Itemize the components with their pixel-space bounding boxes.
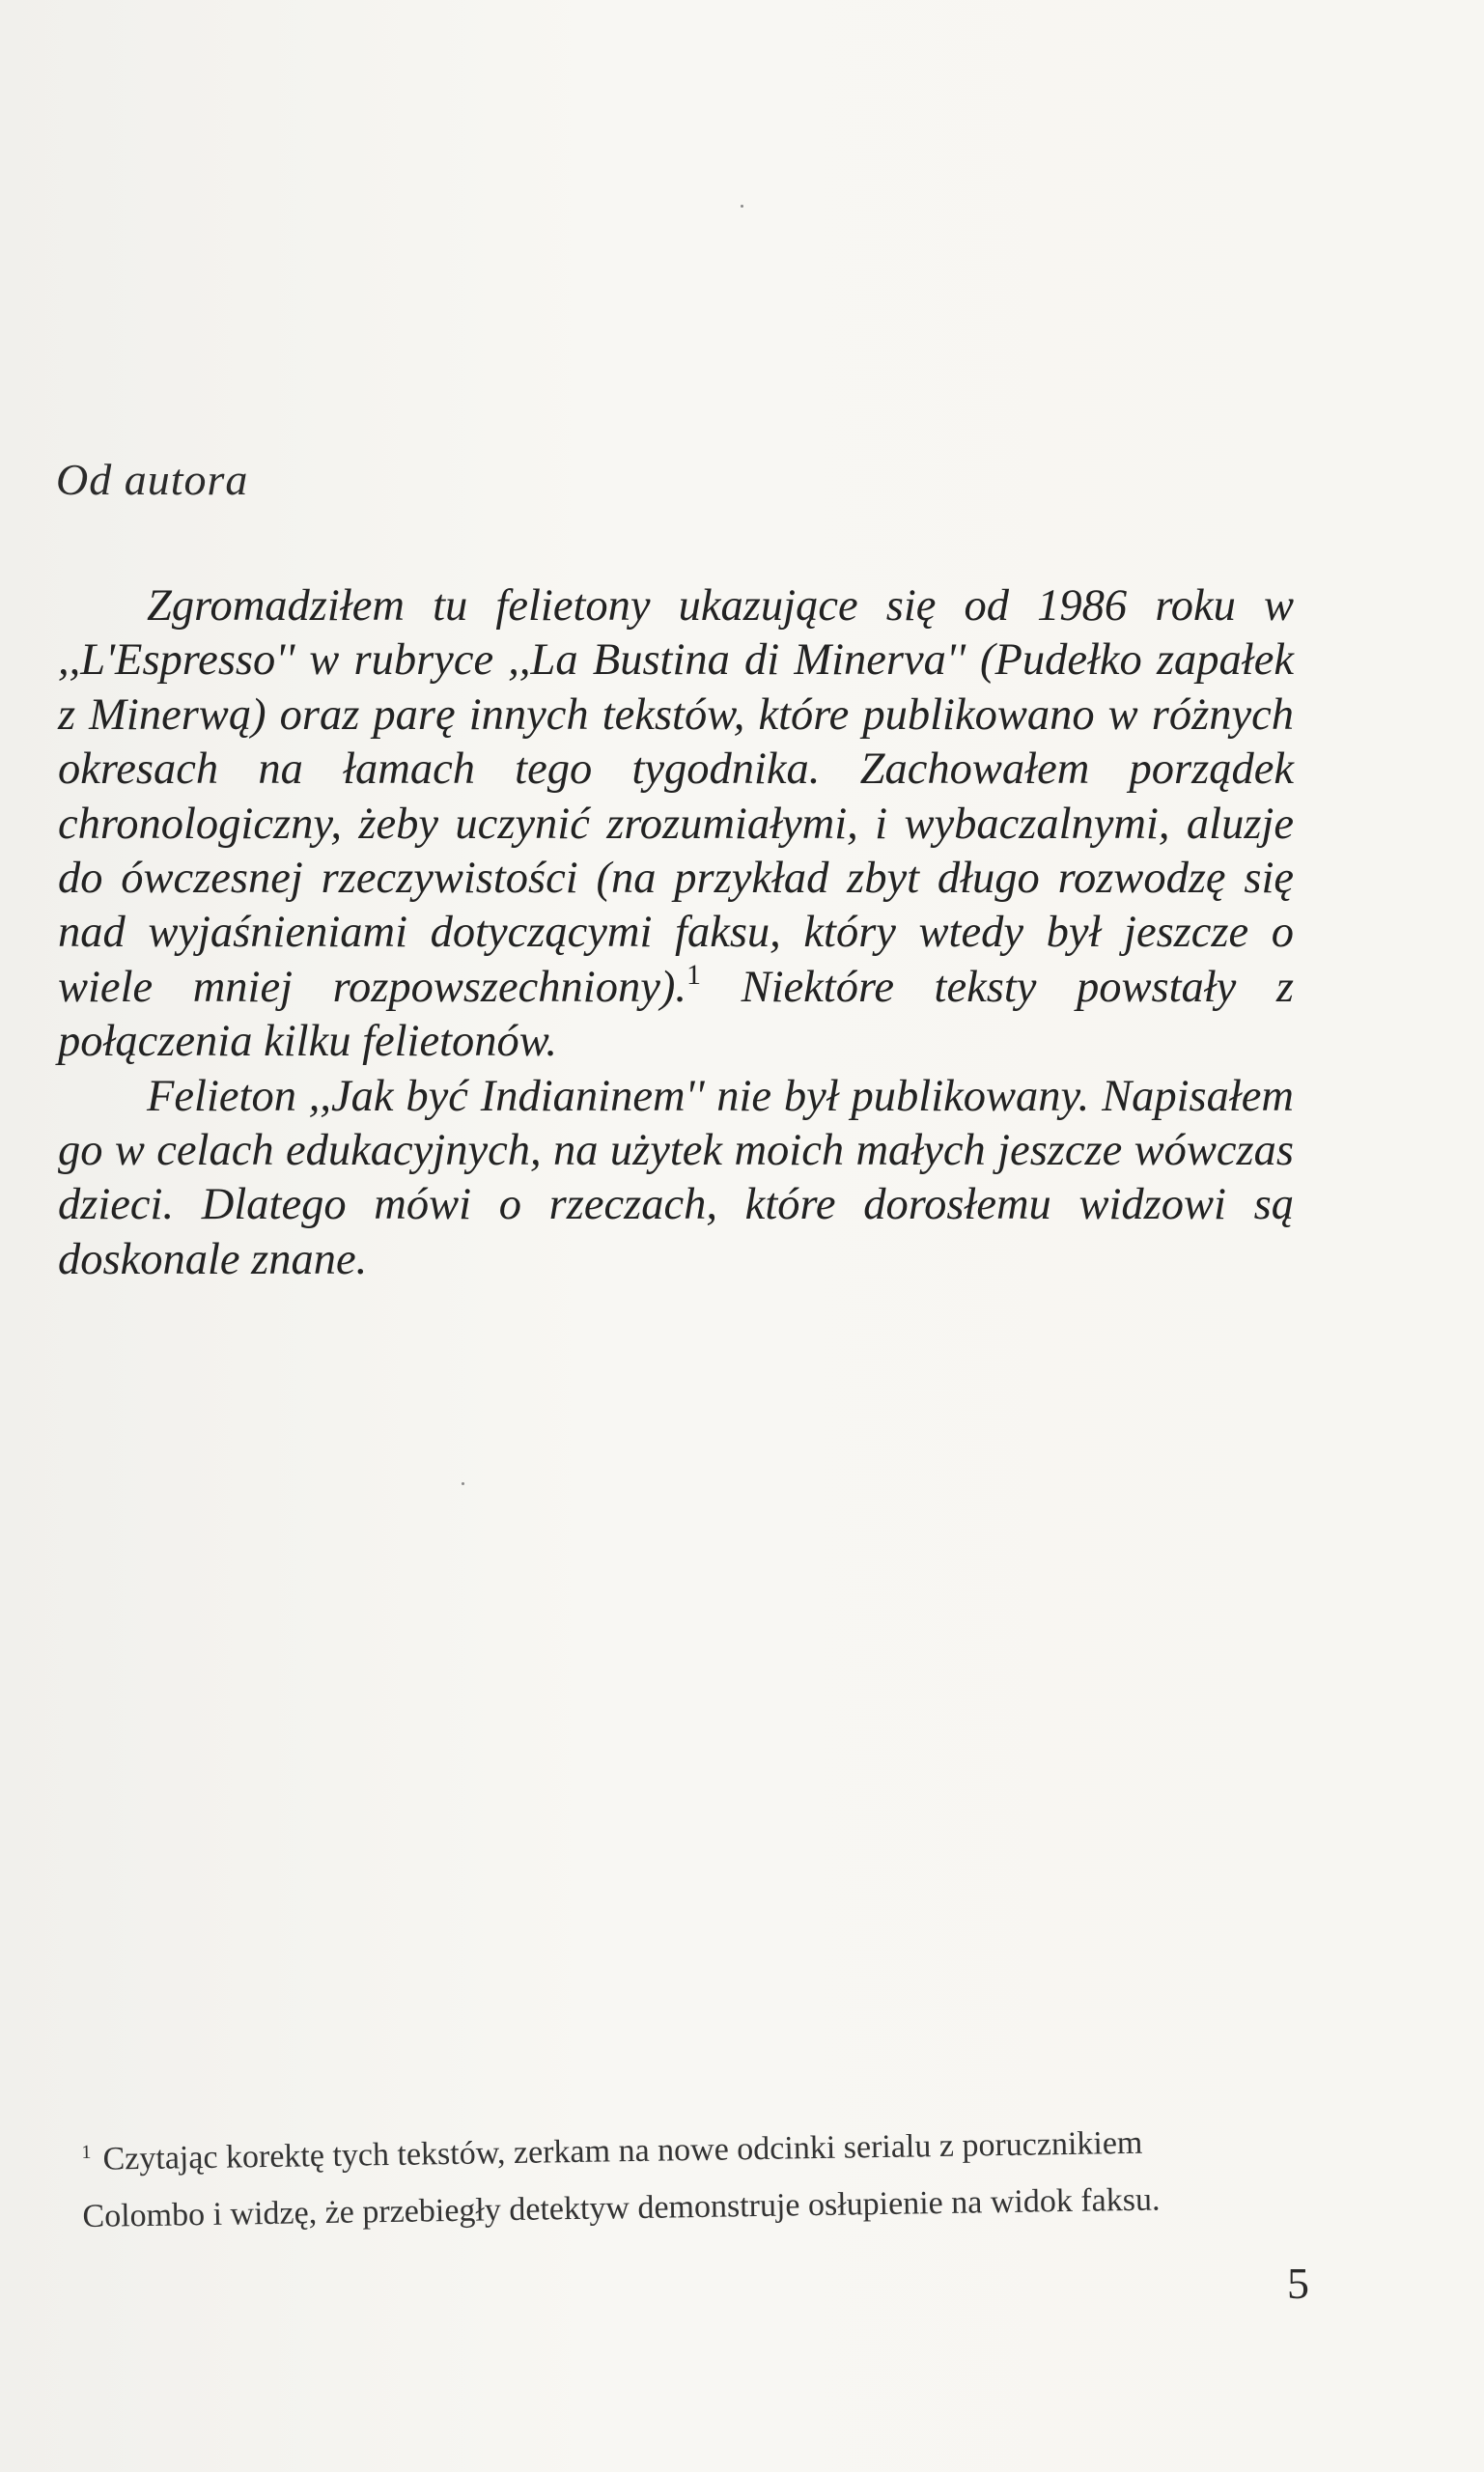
footnote-marker: 1 xyxy=(81,2141,92,2163)
body-text xyxy=(58,579,1294,1287)
paragraph-2: Felieton ,,Jak być Indianinem'' nie był publikowany. Napisałem go w celach edukacyjnych, na użytek moich małych jeszcze wówczas dzieci. Dlatego mówi o rzeczach, które dorosłemu widzowi są doskonale znane. xyxy=(58,1071,1294,1284)
paragraph-1 xyxy=(58,579,1294,1070)
footnote xyxy=(81,2105,1319,2245)
paragraph-1-tail: Niektóre teksty powstały z połączenia kilku felietonów. xyxy=(58,962,1294,1067)
paragraph-1-text: Zgromadziłem tu felietony ukazujące się od 1986 roku w ,,L'Espresso'' w rubryce ,,La Bustina di Minerva'' (Pudełko zapałek z Minerwą) oraz parę innych tekstów, które publikowano w różnych okresach na łamach tego tygodnika. Zachowałem porządek chronologiczny, żeby uczynić zrozumiałymi, i wybaczalnymi, aluzje do ówczesnej rzeczywistości (na przykład zbyt długo rozwodzę się nad wyjaśnieniami dotyczącymi faksu, który wtedy był jeszcze o wiele mniej rozpowszechniony). xyxy=(58,581,1294,1012)
footnote-line-1-text: Czytając korektę tych tekstów, zerkam na nowe odcinki serialu z porucznikiem xyxy=(102,2124,1143,2177)
paper-speck xyxy=(462,1482,464,1485)
footnote-reference: 1 xyxy=(686,958,701,991)
show-through-text xyxy=(367,92,1332,219)
section-heading: Od autora xyxy=(56,455,249,504)
paper-speck xyxy=(741,205,743,208)
page-number: 5 xyxy=(1287,2259,1309,2308)
footnote-line-2: Colombo i widzę, że przebiegły detektyw demonstruje osłupienie na widok faksu. xyxy=(82,2181,1161,2234)
